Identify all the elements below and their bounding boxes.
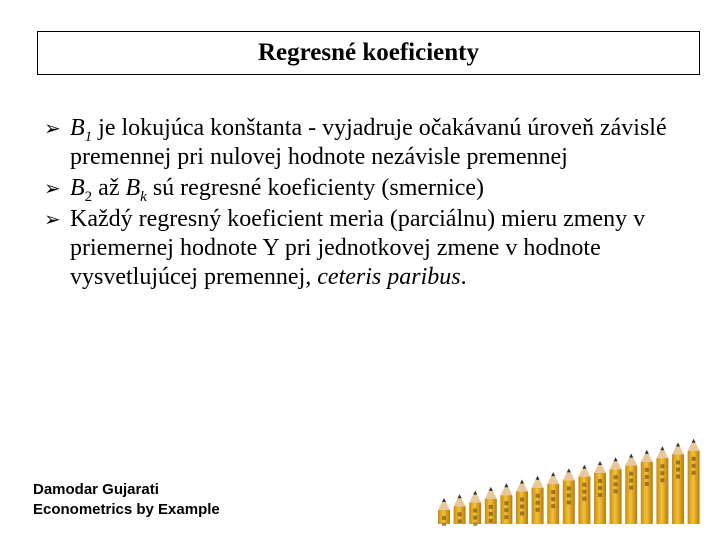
- variable-b: B: [70, 175, 85, 201]
- pencil-icon: [594, 461, 606, 524]
- arrow-bullet-icon: ➢: [44, 176, 61, 200]
- pencil-icon: [610, 457, 622, 524]
- subscript: 2: [84, 188, 93, 205]
- bullet-item: [44, 114, 704, 172]
- pencil-icon: [485, 487, 497, 524]
- pencil-icon: [516, 480, 528, 525]
- pencil-icon: [672, 443, 684, 525]
- pencils-growth-image: [434, 436, 700, 526]
- pencil-icon: [438, 498, 450, 526]
- bullet-text: Každý regresný koeficient meria (parciálnu) mieru zmeny v priemernej hodnote Y pri jednotkovej zmene v hodnote vysvetlujúcej premennej,: [70, 206, 646, 290]
- bullet-text: sú regresné koeficienty (smernice): [146, 175, 485, 201]
- bullet-connector: až: [92, 175, 126, 201]
- bullet-end: .: [460, 264, 467, 290]
- pencil-icon: [656, 446, 668, 524]
- pencil-icon: [454, 494, 466, 526]
- pencil-icon: [641, 450, 653, 524]
- bullet-item: [44, 205, 704, 292]
- slide-title-box: [37, 31, 700, 75]
- subscript: 1: [84, 128, 93, 145]
- arrow-bullet-icon: ➢: [44, 116, 61, 140]
- pencil-icon: [547, 472, 559, 524]
- bullet-item: [44, 174, 704, 203]
- pencil-icon: [625, 454, 637, 524]
- subscript: k: [140, 188, 147, 205]
- variable-b: B: [125, 175, 141, 201]
- bullet-list: [44, 114, 704, 294]
- bullet-text: je lokujúca konštanta - vyjadruje očakávanú úroveň závislé premennej pri nulovej hodnote nezávisle premennej: [70, 115, 667, 170]
- source-book: Econometrics by Example: [33, 501, 220, 518]
- pencil-icon: [563, 468, 575, 524]
- slide-title: Regresné koeficienty: [257, 39, 479, 66]
- ceteris-paribus: ceteris paribus: [317, 264, 461, 290]
- pencil-icon: [688, 439, 700, 524]
- pencil-icon: [578, 465, 590, 524]
- source-citation: [33, 480, 220, 520]
- variable-b: B: [70, 115, 85, 141]
- source-author: Damodar Gujarati: [33, 481, 159, 498]
- pencil-icon: [500, 483, 512, 524]
- arrow-bullet-icon: ➢: [44, 207, 61, 231]
- pencil-icon: [469, 491, 481, 526]
- pencil-icon: [532, 476, 544, 524]
